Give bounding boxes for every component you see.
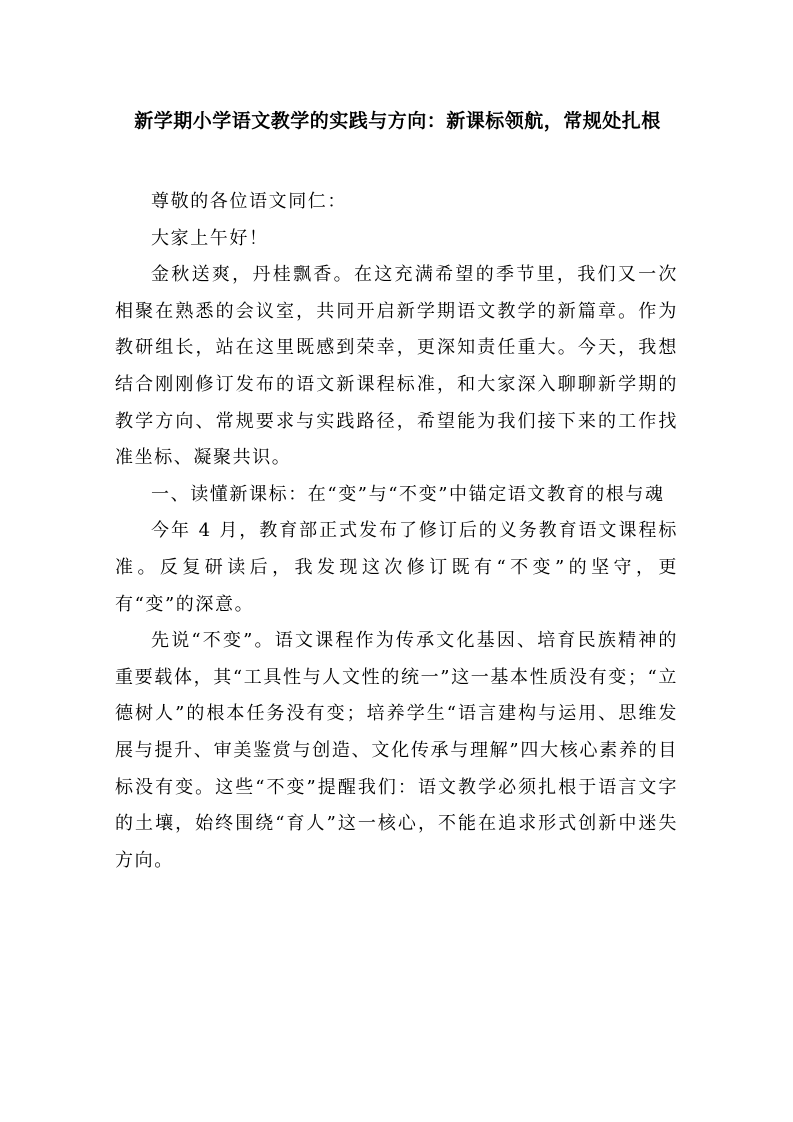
body-paragraph: 今年 4 月，教育部正式发布了修订后的义务教育语文课程标准。反复研读后，我发现这次修订既有“不变”的坚守，更有“变”的深意。 — [115, 520, 678, 615]
greeting: 大家上午好！ — [151, 227, 269, 249]
document-title: 新学期小学语文教学的实践与方向：新课标领航，常规处扎根 — [134, 110, 661, 132]
body-paragraph: 先说“不变”。语文课程作为传承文化基因、培育民族精神的重要载体，其“工具性与人文性的统一”这一基本性质没有变；“立德树人”的根本任务没有变；培养学生“语言建构与运用、思维发展与提升、审美鉴赏与创造、文化传承与理解”四大核心素养的目标没有变。这些“不变”提醒我们：语文教学必须扎根于语言文字的土壤，始终围绕“育人”这一核心，不能在追求形式创新中迷失方向。 — [115, 630, 678, 871]
section-heading-1: 一、读懂新课标：在“变”与“不变”中锚定语文教育的根与魂 — [151, 483, 665, 505]
opening-paragraph: 金秋送爽，丹桂飘香。在这充满希望的季节里，我们又一次相聚在熟悉的会议室，共同开启新学期语文教学的新篇章。作为教研组长，站在这里既感到荣幸，更深知责任重大。今天，我想结合刚刚修订发布的语文新课程标准，和大家深入聊聊新学期的教学方向、常规要求与实践路径，希望能为我们接下来的工作找准坐标、凝聚共识。 — [115, 264, 678, 469]
document-body — [115, 184, 678, 879]
salutation: 尊敬的各位语文同仁： — [151, 191, 347, 212]
